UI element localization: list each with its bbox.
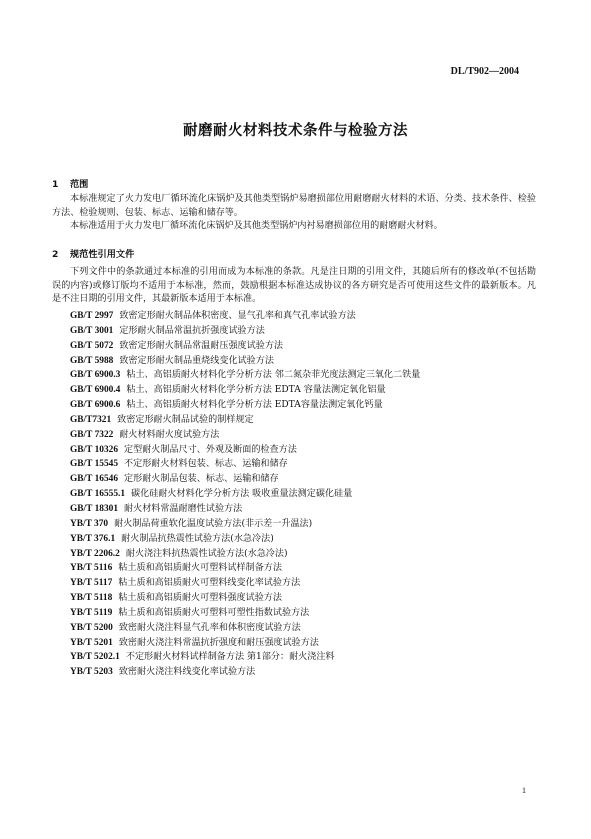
- reference-item: [70, 636, 530, 651]
- reference-item: [70, 354, 530, 369]
- reference-item: [70, 576, 530, 591]
- section-number: 1: [52, 179, 59, 190]
- reference-item: [70, 561, 530, 576]
- reference-title: 耐火材料常温耐磨性试验方法: [124, 503, 243, 514]
- reference-code: GB/T 5072: [70, 340, 114, 351]
- reference-title: 定形耐火制品包装、标志、运输和储存: [124, 474, 279, 485]
- reference-item: [70, 650, 530, 665]
- section-heading-normative-references: [52, 246, 134, 260]
- reference-title: 粘土、高铝质耐火材料化学分析方法 邻二氮杂菲光度法测定三氧化二铁量: [126, 370, 421, 381]
- reference-item: [70, 324, 530, 339]
- reference-title: 致密耐火浇注料显气孔率和体积密度试验方法: [118, 622, 301, 633]
- reference-title: 定型耐火制品尺寸、外观及断面的检查方法: [124, 444, 297, 455]
- document-title: 耐磨耐火材料技术条件与检验方法: [183, 123, 408, 139]
- reference-code: GB/T 16546: [70, 474, 119, 485]
- reference-item: [70, 309, 530, 324]
- reference-title: 耐火制品荷重软化温度试验方法(非示差一升温法): [114, 518, 313, 529]
- reference-code: GB/T 5988: [70, 355, 114, 366]
- reference-item: [70, 413, 530, 428]
- reference-code: YB/T 5200: [70, 622, 113, 633]
- page-number: 1: [522, 786, 526, 795]
- reference-item: [70, 443, 530, 458]
- reference-title: 致密定形耐火制品体积密度、显气孔率和真气孔率试验方法: [119, 311, 356, 321]
- reference-title: 致密定形耐火制品常温耐压强度试验方法: [119, 340, 284, 351]
- reference-title: 粘土质和高铝质耐火可塑料试样制备方法: [118, 563, 282, 574]
- reference-code: GB/T 7322: [70, 429, 114, 440]
- reference-code: GB/T 15545: [70, 459, 119, 470]
- section-heading-scope: [52, 176, 88, 190]
- reference-item: [70, 457, 530, 472]
- section-title: 规范性引用文件: [70, 249, 135, 260]
- reference-title: 致密定形耐火制品试验的制样规定: [117, 414, 254, 425]
- reference-title: 粘土、高铝质耐火材料化学分析方法 EDTA容量法测定氧化钙量: [126, 400, 383, 411]
- reference-item: [70, 547, 530, 562]
- reference-code: YB/T 376.1: [70, 533, 116, 544]
- reference-item: [70, 591, 530, 606]
- reference-item: [70, 532, 530, 547]
- reference-item: [70, 621, 530, 636]
- reference-list: [70, 309, 530, 680]
- reference-code: GB/T 6900.3: [70, 370, 121, 381]
- reference-item: [70, 606, 530, 621]
- reference-title: 耐火制品抗热震性试验方法(水急冷法): [121, 533, 274, 544]
- reference-title: 定形耐火制品常温抗折强度试验方法: [119, 325, 265, 336]
- reference-code: GB/T 2997: [70, 311, 114, 321]
- reference-title: 碳化硅耐火材料化学分析方法 吸收重量法测定碳化硅量: [131, 489, 353, 500]
- reference-title: 耐火材料耐火度试验方法: [119, 429, 220, 440]
- reference-code: GB/T 6900.4: [70, 385, 121, 396]
- reference-title: 不定形耐火材料包装、标志、运输和储存: [124, 459, 288, 470]
- reference-title: 耐火浇注料抗热震性试验方法(水急冷法): [125, 548, 288, 559]
- reference-title: 粘土质和高铝质耐火可塑料强度试验方法: [118, 593, 282, 604]
- reference-code: YB/T 5203: [70, 667, 113, 678]
- reference-title: 不定形耐火材料试样制备方法 第1部分：耐火浇注料: [125, 652, 335, 663]
- reference-code: YB/T 5116: [70, 563, 113, 574]
- reference-item: [70, 339, 530, 354]
- reference-code: YB/T 2206.2: [70, 548, 120, 559]
- references-intro-paragraph: 下列文件中的条款通过本标准的引用而成为本标准的条款。凡是注日期的引用文件，其随后所有的修改单(不包括勘误的内容)或修订版均不适用于本标准，然而，鼓励根据本标准达成协议的各方研究是否可使用这些文件的最新版本。凡是不注日期的引用文件，其最新版本适用于本标准。: [52, 267, 536, 305]
- reference-title: 致密定形耐火制品重烧线变化试验方法: [119, 355, 274, 366]
- reference-code: YB/T 370: [70, 518, 109, 529]
- reference-item: [70, 368, 530, 383]
- reference-item: [70, 472, 530, 487]
- reference-title: 致密耐火浇注料常温抗折强度和耐压强度试验方法: [118, 637, 319, 648]
- reference-item: [70, 398, 530, 413]
- reference-title: 粘土质和高铝质耐火可塑料线变化率试验方法: [118, 578, 301, 589]
- reference-code: YB/T 5119: [70, 607, 113, 618]
- scope-paragraph-2: 本标准适用于火力发电厂循环流化床锅炉及其他类型锅炉内衬易磨损部位用的耐磨耐火材料。: [70, 221, 443, 231]
- reference-code: YB/T 5202.1: [70, 652, 120, 663]
- reference-code: YB/T 5117: [70, 578, 113, 589]
- reference-item: [70, 665, 530, 680]
- reference-item: [70, 383, 530, 398]
- section-number: 2: [52, 249, 59, 260]
- reference-item: [70, 428, 530, 443]
- reference-item: [70, 487, 530, 502]
- reference-code: GB/T 3001: [70, 325, 114, 336]
- reference-code: GB/T 16555.1: [70, 489, 126, 500]
- reference-code: GB/T 10326: [70, 444, 119, 455]
- reference-code: YB/T 5201: [70, 637, 113, 648]
- reference-code: GB/T 18301: [70, 503, 119, 514]
- reference-code: GB/T 6900.6: [70, 400, 121, 411]
- scope-paragraph-1: 本标准规定了火力发电厂循环流化床锅炉及其他类型锅炉易磨损部位用耐磨耐火材料的术语、分类、技术条件、检验方法、检验规则、包装、标志、运输和储存等。: [52, 194, 536, 218]
- reference-item: [70, 502, 530, 517]
- reference-code: YB/T 5118: [70, 593, 113, 604]
- reference-title: 粘土质和高铝质耐火可塑料可塑性指数试验方法: [118, 607, 310, 618]
- header-standard-code: DL/T902—2004: [450, 66, 519, 77]
- reference-title: 致密耐火浇注料线变化率试验方法: [118, 667, 256, 678]
- reference-code: GB/T7321: [70, 414, 112, 425]
- reference-title: 粘土、高铝质耐火材料化学分析方法 EDTA 容量法测定氧化铝量: [126, 385, 386, 396]
- section-title: 范围: [70, 179, 89, 190]
- reference-item: [70, 517, 530, 532]
